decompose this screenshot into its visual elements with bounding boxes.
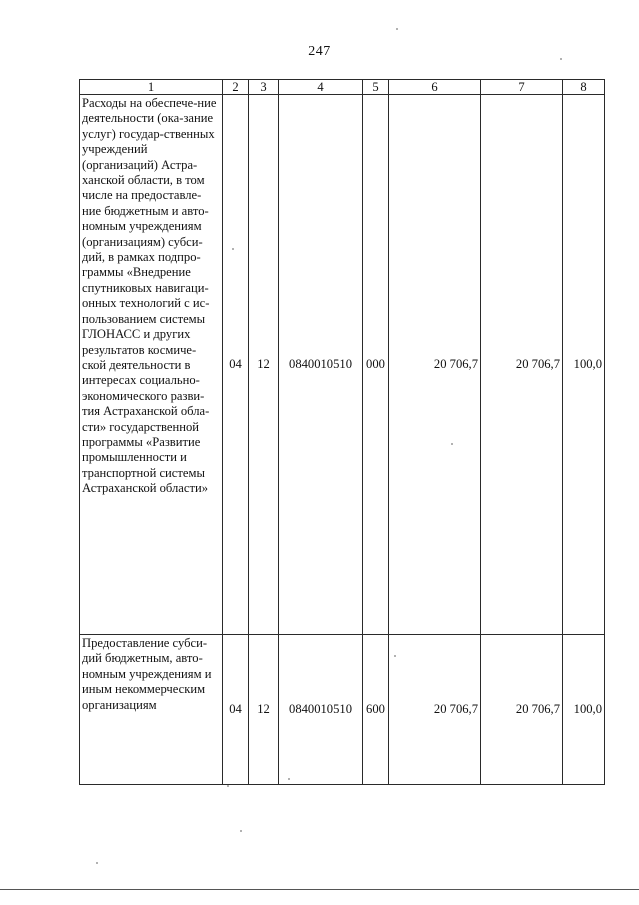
table-header-row [80, 80, 605, 95]
column-header: 2 [223, 80, 249, 95]
column-header: 1 [80, 80, 223, 95]
table-row [80, 95, 605, 635]
section-code: 04 [223, 635, 249, 785]
column-header: 5 [363, 80, 389, 95]
scan-speck [396, 28, 398, 30]
target-article-code: 0840010510 [279, 635, 363, 785]
column-header: 4 [279, 80, 363, 95]
column-header: 6 [389, 80, 481, 95]
target-article-code: 0840010510 [279, 95, 363, 635]
scan-speck [232, 248, 234, 250]
expense-type-code: 600 [363, 635, 389, 785]
page-number: 247 [308, 44, 331, 59]
amount-col6: 20 706,7 [389, 95, 481, 635]
budget-table [79, 79, 605, 785]
section-code: 04 [223, 95, 249, 635]
scan-speck [227, 785, 229, 787]
row-description: Предоставление субси-дий бюджетным, авто-номным учреждениям и иным некоммерческим организациям [80, 635, 223, 785]
column-header: 3 [249, 80, 279, 95]
percent-col8: 100,0 [563, 95, 605, 635]
scan-speck [451, 443, 453, 445]
scan-speck [394, 655, 396, 657]
amount-col6: 20 706,7 [389, 635, 481, 785]
amount-col7: 20 706,7 [481, 95, 563, 635]
scan-speck [240, 830, 242, 832]
scan-speck [288, 778, 290, 780]
amount-col7: 20 706,7 [481, 635, 563, 785]
page-bottom-edge [0, 889, 639, 890]
column-header: 7 [481, 80, 563, 95]
subsection-code: 12 [249, 635, 279, 785]
scan-speck [96, 862, 98, 864]
table-row [80, 635, 605, 785]
expense-type-code: 000 [363, 95, 389, 635]
percent-col8: 100,0 [563, 635, 605, 785]
subsection-code: 12 [249, 95, 279, 635]
column-header: 8 [563, 80, 605, 95]
scan-speck [560, 58, 562, 60]
row-description: Расходы на обеспече-ние деятельности (ока-зание услуг) государ-ственных учреждений (организаций) Астра-ханской области, в том числе на предоставле-ние бюджетным и авто-номным учреждениям (организациям) субси-дий, в рамках подпро-граммы «Внедрение спутниковых навигаци-онных технологий с ис-пользованием системы ГЛОНАСС и других результатов космиче-ской деятельности в интересах социально-экономического разви-тия Астраханской обла-сти» государственной программы «Развитие промышленности и транспортной системы Астраханской области» [80, 95, 223, 635]
